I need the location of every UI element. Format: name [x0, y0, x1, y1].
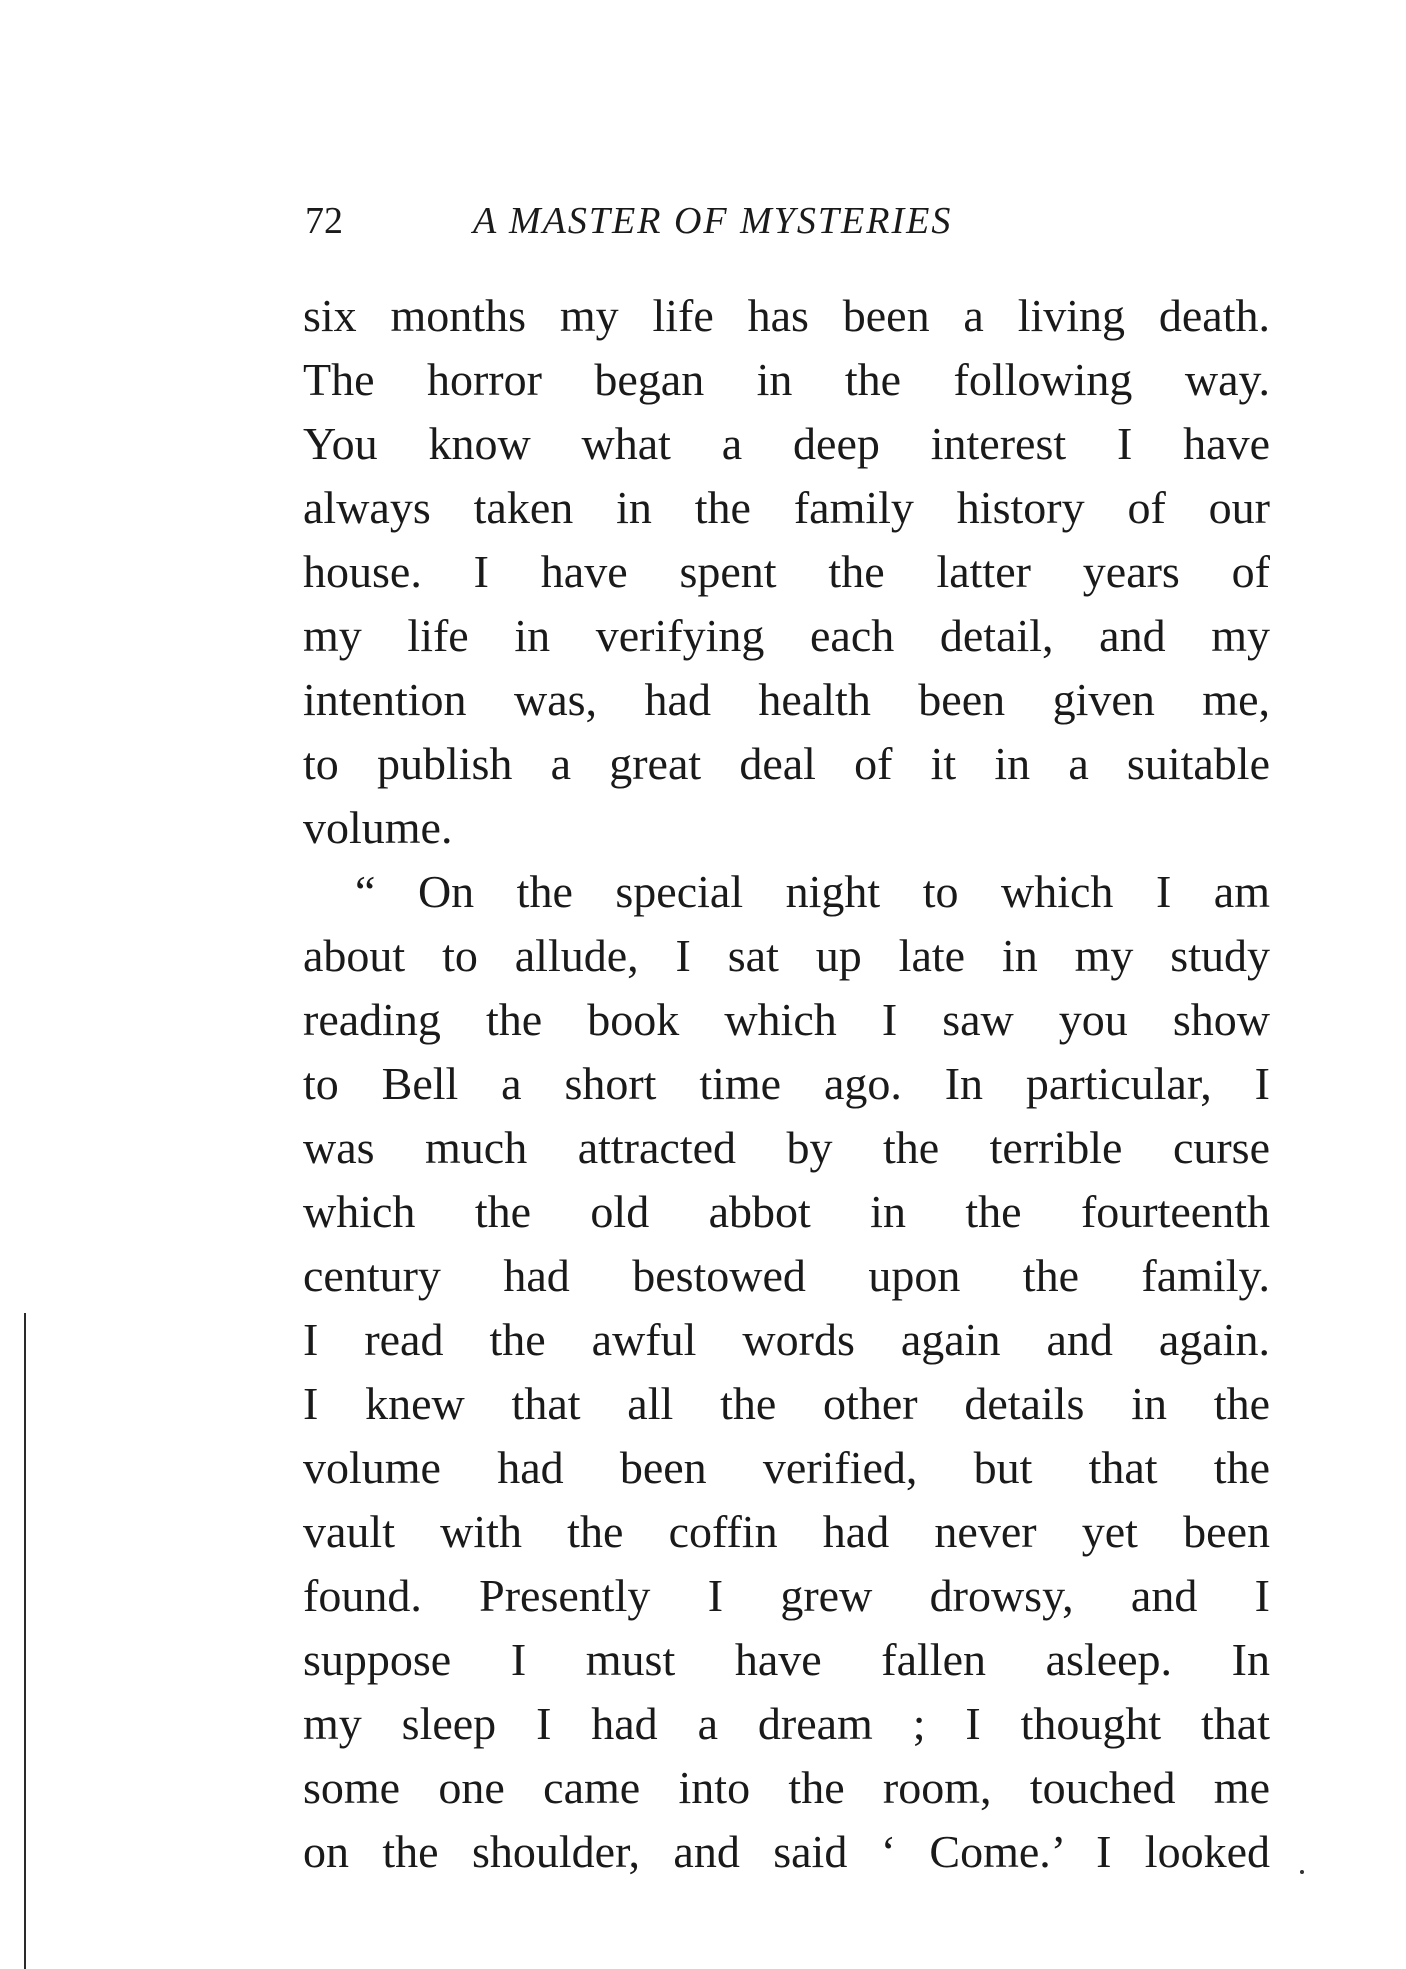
body-text	[303, 284, 1270, 1884]
ink-speck	[1300, 1870, 1304, 1874]
text-line: found. Presently I grew drowsy, and I	[303, 1570, 1270, 1621]
binding-edge-rule	[24, 1313, 26, 1969]
text-line: century had bestowed upon the family.	[303, 1250, 1270, 1301]
paragraph-start-line: “ On the special night to which I am	[355, 866, 1270, 917]
text-line: The horror began in the following way.	[303, 354, 1270, 405]
text-line: vault with the coffin had never yet been	[303, 1506, 1270, 1557]
running-head	[305, 196, 1085, 246]
text-line: intention was, had health been given me,	[303, 674, 1270, 725]
text-line: house. I have spent the latter years of	[303, 546, 1270, 597]
page-number: 72	[305, 200, 343, 242]
text-line: to publish a great deal of it in a suitable	[303, 738, 1270, 789]
text-line: on the shoulder, and said ‘ Come.’ I looked	[303, 1826, 1270, 1877]
text-line: was much attracted by the terrible curse	[303, 1122, 1270, 1173]
text-line: always taken in the family history of our	[303, 482, 1270, 533]
text-line: my sleep I had a dream ; I thought that	[303, 1698, 1270, 1749]
text-line: to Bell a short time ago. In particular, I	[303, 1058, 1270, 1109]
text-line: reading the book which I saw you show	[303, 994, 1270, 1045]
book-title: A MASTER OF MYSTERIES	[473, 200, 953, 242]
text-line: suppose I must have fallen asleep. In	[303, 1634, 1270, 1685]
text-line: I read the awful words again and again.	[303, 1314, 1270, 1365]
text-line: my life in verifying each detail, and my	[303, 610, 1270, 661]
text-line: I knew that all the other details in the	[303, 1378, 1270, 1429]
text-line: some one came into the room, touched me	[303, 1762, 1270, 1813]
text-line: volume.	[303, 802, 453, 853]
text-line: which the old abbot in the fourteenth	[303, 1186, 1270, 1237]
text-line: You know what a deep interest I have	[303, 418, 1270, 469]
text-line: volume had been verified, but that the	[303, 1442, 1270, 1493]
text-line: about to allude, I sat up late in my study	[303, 930, 1270, 981]
text-line: six months my life has been a living death.	[303, 290, 1270, 341]
